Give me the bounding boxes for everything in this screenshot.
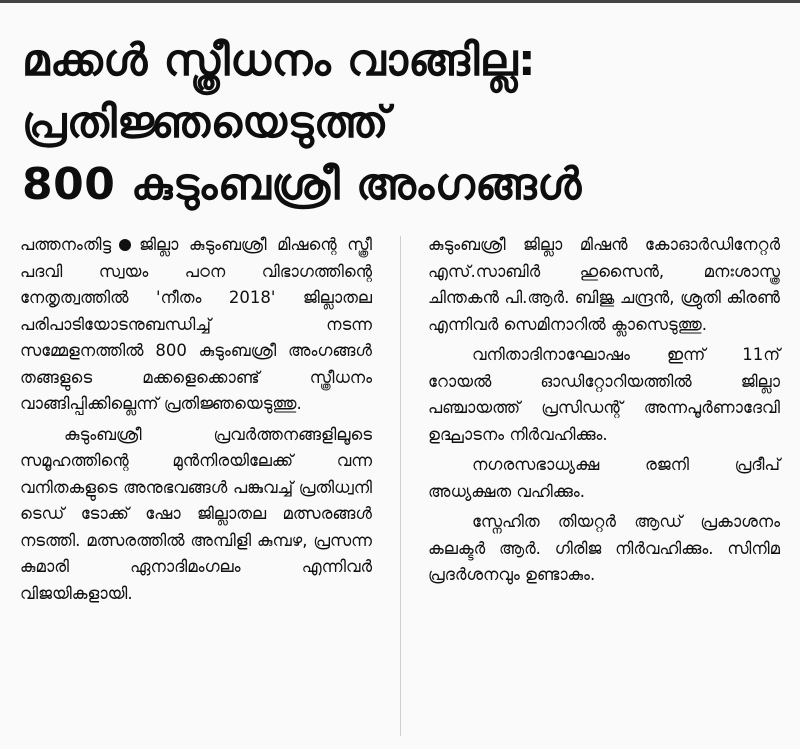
dateline-bullet-icon [119,239,131,251]
left-paragraph-1 [20,232,372,418]
left-paragraph-1-text: ജില്ലാ കുടുംബശ്രീ മിഷന്റെ സ്ത്രീ പദവി സ്വയം പഠന വിഭാഗത്തിന്റെ നേതൃത്വത്തിൽ 'നീതം 2018' ജില്ലാതല പരിപാടിയോടനുബന്ധിച്ച് നടന്ന സമ്മേളനത്തിൽ 800 കുടുംബശ്രീ അംഗങ്ങൾ തങ്ങളുടെ മക്കളെക്കൊണ്ട് സ്ത്രീധനം വാങ്ങിപ്പിക്കില്ലെന്ന് പ്രതിജ്ഞയെടുത്തു. [20,235,372,413]
headline-line-2: പ്രതിജ്ഞയെടുത്ത് [22,97,389,148]
left-paragraph-2: കുടുംബശ്രീ പ്രവർത്തനങ്ങളിലൂടെ സമൂഹത്തിന്റെ മുൻനിരയിലേക്ക് വന്ന വനിതകളുടെ അനുഭവങ്ങൾ പങ്കുവച്ച് പ്രതിധ്വനി ടെഡ് ടോക്ക് ഷോ ജില്ലാതല മത്സരങ്ങൾ നടത്തി. മത്സരത്തിൽ അമ്പിളി കുമ്പഴ, പ്രസന്ന കുമാരി ഏനാദിമംഗലം എന്നിവർ വിജയികളായി. [20,424,372,603]
dateline: പത്തനംതിട്ട [20,235,112,254]
right-paragraph-4: സ്നേഹിത തിയറ്റർ ആഡ് പ്രകാശനം കലക്ടർ ആർ. ഗിരിജ നിർവഹിക്കും. സിനിമ പ്രദർശനവും ഉണ്ടാകും. [428,512,780,584]
right-paragraph-3: നഗരസഭാധ്യക്ഷ രജനി പ്രദീപ് അധ്യക്ഷത വഹിക്കും. [428,455,780,501]
column-divider [400,236,401,736]
top-rule [0,0,800,3]
headline [22,30,792,216]
headline-line-1: മക്കൾ സ്ത്രീധനം വാങ്ങില്ല: [22,35,537,86]
right-paragraph-1: കുടുംബശ്രീ ജില്ലാ മിഷൻ കോഓർഡിനേറ്റർ എസ്.സാബിർ ഹുസൈൻ, മനഃശാസ്ത്ര ചിന്തകൻ പി.ആർ. ബിജു ചന്ദ്രൻ, ശ്രുതി കിരൺ എന്നിവർ സെമിനാറിൽ ക്ലാസെടുത്തു. [428,235,780,334]
headline-line-3: 800 കുടുംബശ്രീ അംഗങ്ങൾ [22,159,582,210]
right-column [428,232,780,593]
right-paragraph-2: വനിതാദിനാഘോഷം ഇന്ന് 11ന് റോയൽ ഓഡിറ്റോറിയത്തിൽ ജില്ലാ പഞ്ചായത്ത് പ്രസിഡന്റ് അന്നപൂർണാദേവി ഉദ്ഘാടനം നിർവഹിക്കും. [428,345,780,444]
left-column [20,232,372,611]
